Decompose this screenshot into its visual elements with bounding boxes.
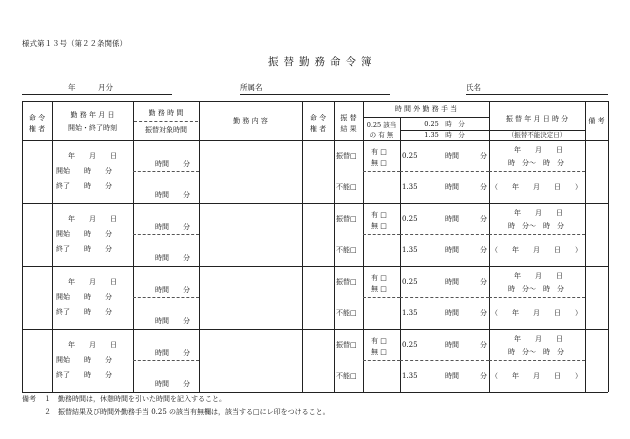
row-no-checkbox[interactable]: 無 □ bbox=[371, 285, 387, 293]
row-amount-135: 時間 分 bbox=[445, 246, 487, 254]
col-line-5 bbox=[334, 101, 335, 392]
name-line bbox=[466, 94, 608, 95]
transfer-undecided-header: （振替不能決定日） bbox=[507, 131, 567, 139]
row-amount-135: 時間 分 bbox=[445, 309, 487, 317]
row-dashed-separator bbox=[489, 234, 585, 235]
work-content-header: 勤 務 内 容 bbox=[233, 117, 268, 125]
row-end-time: 終了 時 分 bbox=[56, 308, 112, 316]
overtime-header: 時 間 外 勤 務 手 当 bbox=[394, 105, 458, 113]
row-dashed-separator bbox=[363, 297, 400, 298]
row-dashed-separator bbox=[133, 234, 199, 235]
overtime-title-line bbox=[363, 117, 489, 118]
department-line bbox=[240, 94, 390, 95]
row-amount-025: 時間 分 bbox=[445, 215, 487, 223]
row-amount-135: 時間 分 bbox=[445, 183, 487, 191]
row-rate-135: 1.35 bbox=[402, 183, 418, 191]
row-transfer-target-hours: 時間 分 bbox=[155, 317, 190, 325]
transfer-result-header: 振 替 結 果 bbox=[340, 114, 357, 133]
row-amount-025: 時間 分 bbox=[445, 278, 487, 286]
row-start-time: 開始 時 分 bbox=[56, 293, 112, 301]
row-start-time: 開始 時 分 bbox=[56, 167, 112, 175]
row-dashed-separator bbox=[400, 234, 489, 235]
row-transfer-ng[interactable]: 不能□ bbox=[336, 309, 357, 317]
row-transfer-date: 年 月 日 bbox=[514, 146, 563, 154]
row-rate-025: 0.25 bbox=[402, 341, 418, 349]
row-1-bottom-line bbox=[22, 203, 608, 204]
table-right-border bbox=[608, 101, 609, 392]
transfer-target-header: 振替対象時間 bbox=[145, 126, 187, 134]
row-dashed-separator bbox=[133, 171, 199, 172]
row-transfer-time: 時 分～ 時 分 bbox=[508, 348, 564, 356]
rate-025-header: 0.25 時 分 bbox=[424, 120, 465, 128]
row-work-hours: 時間 分 bbox=[155, 349, 190, 357]
row-end-time: 終了 時 分 bbox=[56, 245, 112, 253]
row-transfer-time: 時 分～ 時 分 bbox=[508, 285, 564, 293]
row-4-bottom-line bbox=[22, 392, 608, 393]
row-no-checkbox[interactable]: 無 □ bbox=[371, 159, 387, 167]
row-undecided-date: （ 年 月 日 ） bbox=[491, 372, 582, 380]
row-dashed-separator bbox=[363, 360, 400, 361]
row-rate-135: 1.35 bbox=[402, 246, 418, 254]
row-transfer-time: 時 分～ 時 分 bbox=[508, 222, 564, 230]
row-transfer-ok[interactable]: 振替□ bbox=[336, 341, 357, 349]
row-end-time: 終了 時 分 bbox=[56, 371, 112, 379]
row-start-time: 開始 時 分 bbox=[56, 230, 112, 238]
row-rate-025: 0.25 bbox=[402, 278, 418, 286]
row-transfer-target-hours: 時間 分 bbox=[155, 380, 190, 388]
document-title: 振替勤務命令簿 bbox=[268, 56, 377, 68]
year-month-line bbox=[22, 94, 172, 95]
row-transfer-ng[interactable]: 不能□ bbox=[336, 246, 357, 254]
col-line-6 bbox=[363, 101, 364, 392]
orderer-header: 命 令 権 者 bbox=[28, 114, 46, 133]
year-month-label: 年 月分 bbox=[68, 83, 113, 92]
start-end-header: 開始・終了時刻 bbox=[68, 124, 117, 132]
row-dashed-separator bbox=[400, 360, 489, 361]
row-dashed-separator bbox=[133, 360, 199, 361]
row-rate-135: 1.35 bbox=[402, 372, 418, 380]
work-hours-dash bbox=[134, 121, 198, 122]
row-transfer-date: 年 月 日 bbox=[514, 335, 563, 343]
row-dashed-separator bbox=[400, 297, 489, 298]
row-dashed-separator bbox=[489, 297, 585, 298]
row-transfer-target-hours: 時間 分 bbox=[155, 254, 190, 262]
col-line-7 bbox=[400, 117, 401, 392]
row-date: 年 月 日 bbox=[68, 215, 117, 223]
row-transfer-ng[interactable]: 不能□ bbox=[336, 372, 357, 380]
row-amount-135: 時間 分 bbox=[445, 372, 487, 380]
note-1: １ 勤務時間は，休憩時間を引いた時間を記入すること。 bbox=[44, 395, 226, 403]
row-transfer-target-hours: 時間 分 bbox=[155, 191, 190, 199]
row-transfer-ok[interactable]: 振替□ bbox=[336, 215, 357, 223]
col-line-3 bbox=[199, 101, 200, 392]
department-label: 所属名 bbox=[240, 83, 263, 92]
row-amount-025: 時間 分 bbox=[445, 152, 487, 160]
row-end-time: 終了 時 分 bbox=[56, 182, 112, 190]
note-2: ２ 振替結果及び時間外勤務手当 0.25 の該当有無欄は，該当する□にレ印をつけること。 bbox=[44, 408, 330, 416]
row-no-checkbox[interactable]: 無 □ bbox=[371, 222, 387, 230]
row-transfer-ok[interactable]: 振替□ bbox=[336, 278, 357, 286]
row-undecided-date: （ 年 月 日 ） bbox=[491, 246, 582, 254]
form-number: 様式第１３号（第２２条関係） bbox=[22, 39, 127, 48]
row-transfer-ok[interactable]: 振替□ bbox=[336, 152, 357, 160]
row-dashed-separator bbox=[400, 171, 489, 172]
notes-label: 備考 bbox=[22, 395, 36, 403]
row-dashed-separator bbox=[489, 360, 585, 361]
row-3-bottom-line bbox=[22, 329, 608, 330]
transfer-date-header: 振 替 年 月 日 時 分 bbox=[505, 115, 569, 123]
row-amount-025: 時間 分 bbox=[445, 341, 487, 349]
col-line-1 bbox=[52, 101, 53, 392]
row-transfer-date: 年 月 日 bbox=[514, 272, 563, 280]
rate-135-header: 1.35 時 分 bbox=[424, 131, 465, 139]
row-yes-checkbox[interactable]: 有 □ bbox=[371, 337, 387, 345]
col-line-4 bbox=[302, 101, 303, 392]
row-rate-025: 0.25 bbox=[402, 215, 418, 223]
row-date: 年 月 日 bbox=[68, 278, 117, 286]
name-label: 氏名 bbox=[466, 83, 481, 92]
row-transfer-date: 年 月 日 bbox=[514, 209, 563, 217]
work-hours-header: 勤 務 時 間 bbox=[148, 109, 184, 117]
row-work-hours: 時間 分 bbox=[155, 223, 190, 231]
col-line-9 bbox=[585, 101, 586, 392]
row-dashed-separator bbox=[363, 234, 400, 235]
row-dashed-separator bbox=[363, 171, 400, 172]
row-transfer-time: 時 分～ 時 分 bbox=[508, 159, 564, 167]
row-no-checkbox[interactable]: 無 □ bbox=[371, 348, 387, 356]
col-line-2 bbox=[133, 101, 134, 392]
row-undecided-date: （ 年 月 日 ） bbox=[491, 309, 582, 317]
row-date: 年 月 日 bbox=[68, 341, 117, 349]
table-top-line bbox=[22, 101, 608, 102]
row-work-hours: 時間 分 bbox=[155, 160, 190, 168]
work-date-header: 勤 務 年 月 日 bbox=[70, 111, 115, 119]
row-work-hours: 時間 分 bbox=[155, 286, 190, 294]
row-transfer-ng[interactable]: 不能□ bbox=[336, 183, 357, 191]
remarks-header: 備 考 bbox=[588, 117, 605, 125]
applicable-025-header: 0.25 該当 bbox=[366, 121, 397, 129]
orderer2-header: 命 令 権 者 bbox=[309, 114, 327, 133]
row-yes-checkbox[interactable]: 有 □ bbox=[371, 148, 387, 156]
col-line-8 bbox=[489, 101, 490, 392]
row-dashed-separator bbox=[489, 171, 585, 172]
row-rate-025: 0.25 bbox=[402, 152, 418, 160]
row-start-time: 開始 時 分 bbox=[56, 356, 112, 364]
applicable-yesno-header: の 有 無 bbox=[369, 131, 394, 139]
row-undecided-date: （ 年 月 日 ） bbox=[491, 183, 582, 191]
table-left-border bbox=[22, 101, 23, 392]
row-date: 年 月 日 bbox=[68, 152, 117, 160]
row-yes-checkbox[interactable]: 有 □ bbox=[371, 211, 387, 219]
row-yes-checkbox[interactable]: 有 □ bbox=[371, 274, 387, 282]
row-rate-135: 1.35 bbox=[402, 309, 418, 317]
row-dashed-separator bbox=[133, 297, 199, 298]
row-2-bottom-line bbox=[22, 266, 608, 267]
header-bottom-line bbox=[22, 140, 608, 141]
